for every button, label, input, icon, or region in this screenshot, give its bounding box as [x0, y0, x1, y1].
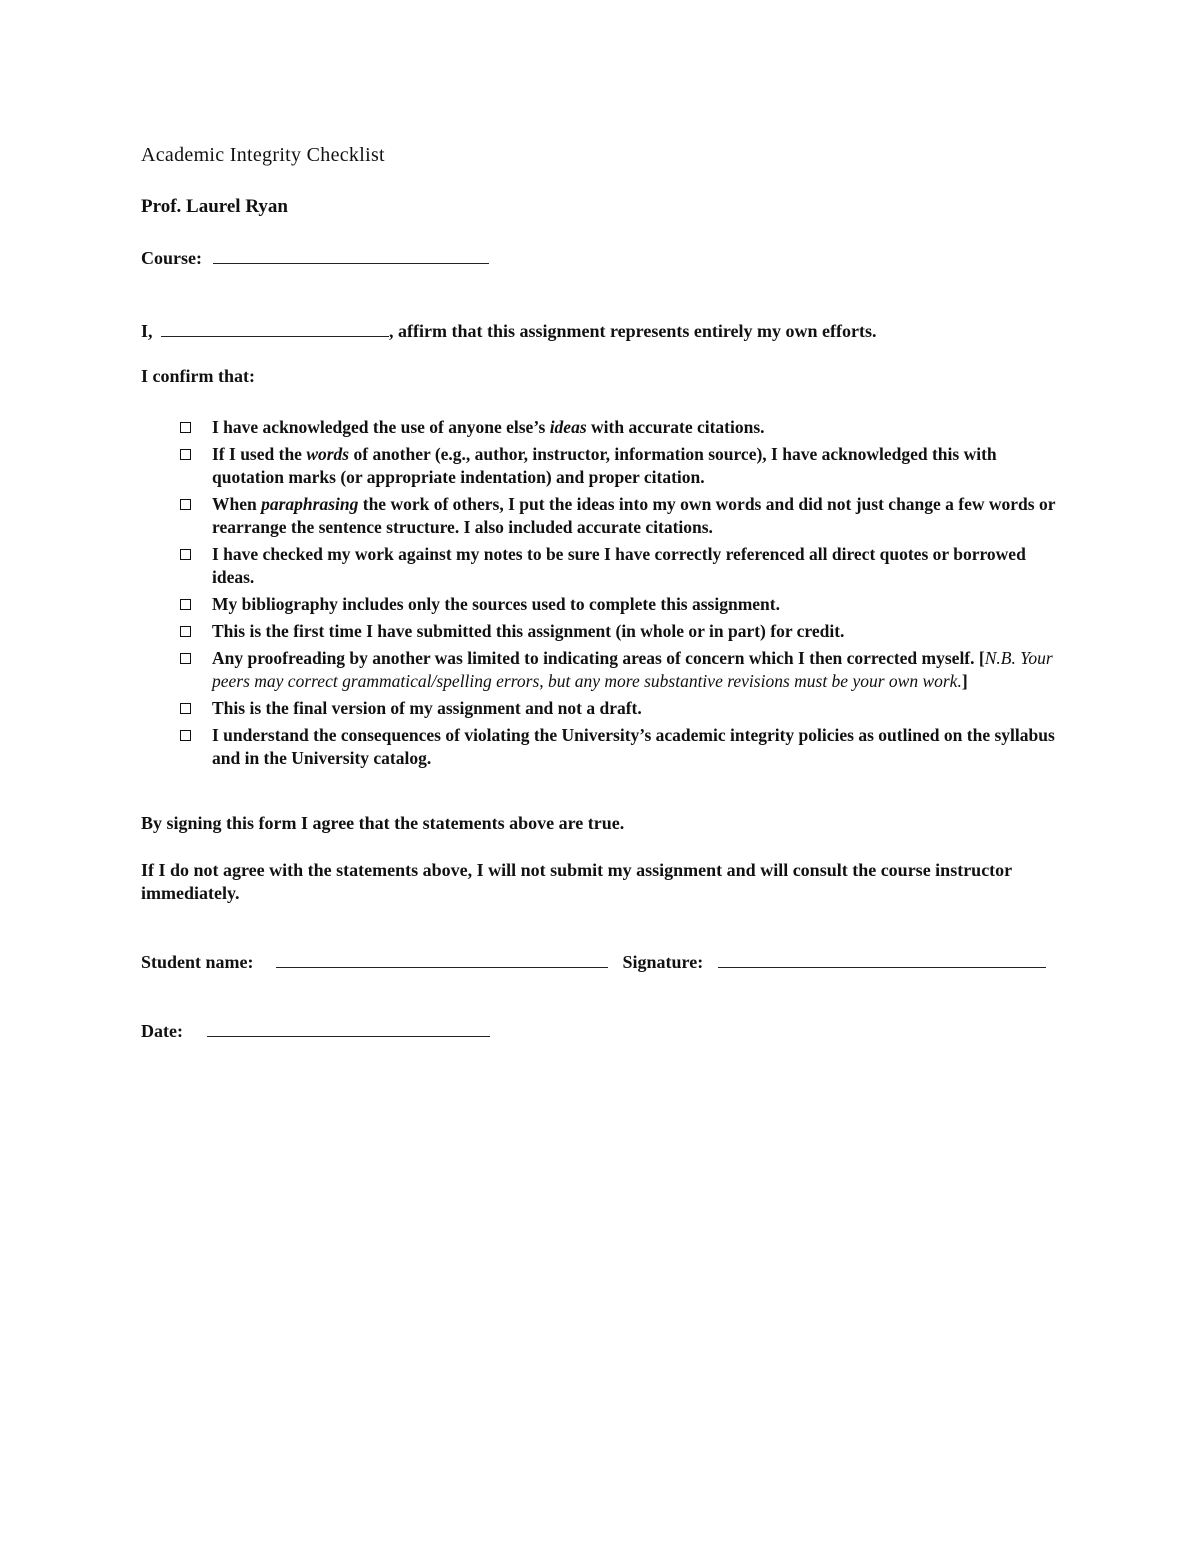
item-text: If I used the [212, 444, 307, 464]
item-text: I understand the consequences of violating the University’s academic integrity policies as outlined on the syllabus and in the University catalog. [212, 725, 1055, 768]
checklist-item [178, 493, 1068, 539]
checkbox[interactable] [180, 499, 191, 510]
checklist-item [178, 724, 1068, 770]
item-text: This is the first time I have submitted this assignment (in whole or in part) for credit. [212, 621, 845, 641]
by-signing-statement: By signing this form I agree that the statements above are true. [141, 813, 625, 833]
item-text: This is the final version of my assignment and not a draft. [212, 698, 642, 718]
course-line [141, 247, 489, 269]
item-text: I have checked my work against my notes to be sure I have correctly referenced all direct quotes or borrowed ideas. [212, 544, 1026, 587]
checkbox[interactable] [180, 599, 191, 610]
date-label: Date: [141, 1021, 183, 1041]
affirm-prefix: I, [141, 321, 153, 341]
item-emphasis: ideas [549, 417, 587, 437]
confirm-intro: I confirm that: [141, 366, 255, 386]
checklist-item [178, 620, 1068, 643]
item-text: with accurate citations. [586, 417, 765, 437]
course-label: Course: [141, 248, 202, 268]
item-text: of another (e.g., author, instructor, information source), I have acknowledged this with quotation marks (or appropriate indentation) and proper citation. [212, 444, 997, 487]
date-line [141, 1020, 490, 1042]
checklist-item [178, 593, 1068, 616]
checklist-item [178, 543, 1068, 589]
checkbox[interactable] [180, 626, 191, 637]
student-signature-line [141, 951, 1046, 973]
checkbox[interactable] [180, 730, 191, 741]
student-name-label: Student name: [141, 952, 254, 972]
item-emphasis: words [306, 444, 350, 464]
checkbox[interactable] [180, 703, 191, 714]
checklist [178, 416, 1068, 774]
signature-blank[interactable] [718, 951, 1046, 968]
item-note: N.B. Your peers may correct grammatical/spelling errors, but any more substantive revisions must be your own work. [212, 648, 1053, 691]
checklist-item [178, 443, 1068, 489]
checkbox[interactable] [180, 449, 191, 460]
disagree-statement: If I do not agree with the statements above, I will not submit my assignment and will consult the course instructor immediately. [141, 860, 1012, 903]
professor-name: Prof. Laurel Ryan [141, 196, 288, 217]
item-text: Any proofreading by another was limited to indicating areas of concern which I then corrected myself. [ [212, 648, 985, 668]
item-text: I have acknowledged the use of anyone else’s [212, 417, 550, 437]
affirmation-line [141, 320, 876, 342]
document-title: Academic Integrity Checklist [141, 144, 385, 166]
item-text: When [212, 494, 262, 514]
affirm-suffix: , affirm that this assignment represents entirely my own efforts. [389, 321, 877, 341]
checkbox[interactable] [180, 549, 191, 560]
date-blank[interactable] [207, 1020, 490, 1037]
item-emphasis: paraphrasing [261, 494, 359, 514]
item-text: My bibliography includes only the sources used to complete this assignment. [212, 594, 780, 614]
name-blank[interactable] [161, 320, 389, 337]
student-name-blank[interactable] [276, 951, 608, 968]
checkbox[interactable] [180, 422, 191, 433]
checklist-item [178, 416, 1068, 439]
checkbox[interactable] [180, 653, 191, 664]
checklist-item [178, 697, 1068, 720]
course-blank[interactable] [213, 247, 489, 264]
item-text: ] [961, 671, 968, 691]
signature-label: Signature: [622, 952, 704, 972]
item-text: the work of others, I put the ideas into my own words and did not just change a few words or rearrange the sentence structure. I also included accurate citations. [212, 494, 1056, 537]
checklist-item [178, 647, 1068, 693]
